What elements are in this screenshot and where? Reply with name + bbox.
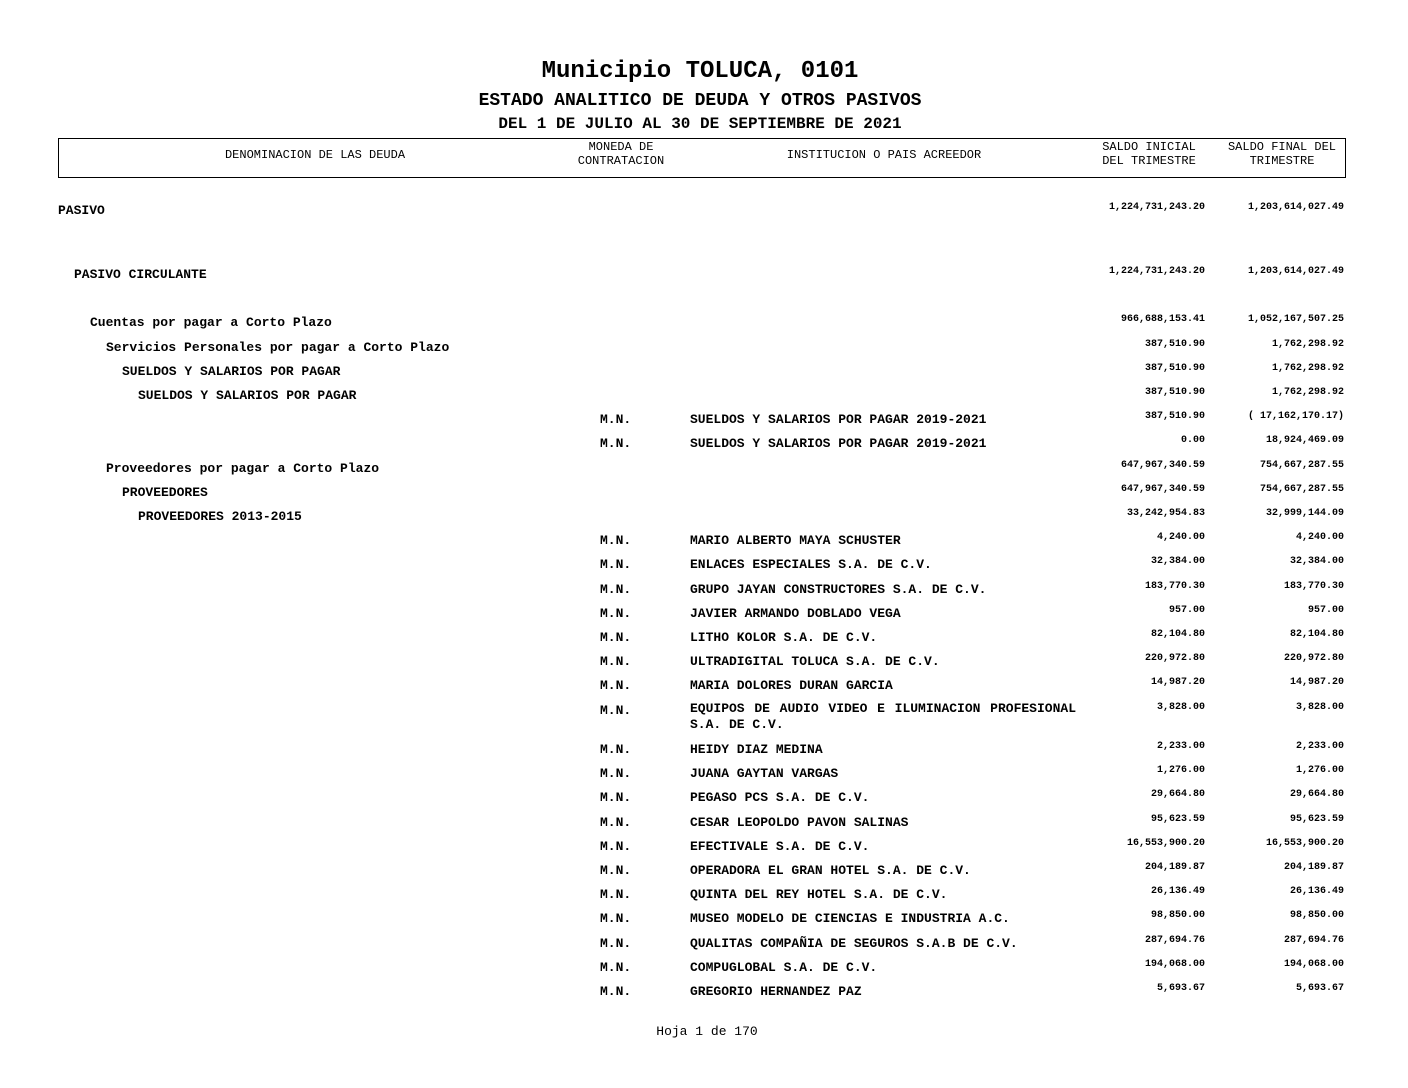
row-saldo-final: 204,189.87 [1283,862,1344,873]
table-row [0,582,1408,604]
row-saldo-inicial: 0.00 [1180,435,1205,446]
row-saldo-inicial: 220,972.80 [1144,653,1205,664]
row-moneda: M.N. [600,815,632,830]
table-row [0,960,1408,982]
row-institucion: GREGORIO HERNANDEZ PAZ [690,984,862,999]
row-institucion: CESAR LEOPOLDO PAVON SALINAS [690,815,909,830]
row-institucion: PEGASO PCS S.A. DE C.V. [690,790,870,805]
row-saldo-final: 220,972.80 [1283,653,1344,664]
table-row [0,887,1408,909]
row-institucion: COMPUGLOBAL S.A. DE C.V. [690,960,878,975]
row-saldo-final: 194,068.00 [1283,959,1344,970]
row-saldo-inicial: 33,242,954.83 [1126,508,1205,519]
row-moneda: M.N. [600,606,632,621]
table-row [0,388,1408,410]
row-saldo-inicial: 204,189.87 [1144,862,1205,873]
row-saldo-final: 14,987.20 [1289,677,1344,688]
row-moneda: M.N. [600,412,632,427]
table-row [0,412,1408,434]
row-denominacion: SUELDOS Y SALARIOS POR PAGAR [122,364,341,379]
table-row [0,790,1408,812]
row-saldo-inicial: 387,510.90 [1144,339,1205,350]
table-row [0,315,1408,337]
row-saldo-final: 5,693.67 [1295,983,1344,994]
table-row [0,461,1408,483]
table-row [0,485,1408,507]
table-row [0,203,1408,225]
row-saldo-final: 82,104.80 [1289,629,1344,640]
row-saldo-inicial: 966,688,153.41 [1120,314,1205,325]
row-saldo-final: 1,762,298.92 [1271,387,1344,398]
row-institucion: GRUPO JAYAN CONSTRUCTORES S.A. DE C.V. [690,582,987,597]
table-row [0,436,1408,458]
row-institucion: EFECTIVALE S.A. DE C.V. [690,839,870,854]
row-moneda: M.N. [600,960,632,975]
row-saldo-inicial: 26,136.49 [1150,886,1205,897]
row-saldo-inicial: 82,104.80 [1150,629,1205,640]
row-saldo-inicial: 16,553,900.20 [1126,838,1205,849]
table-row [0,364,1408,386]
row-moneda: M.N. [600,839,632,854]
col-moneda-line1: MONEDA DE [588,140,654,154]
row-denominacion: SUELDOS Y SALARIOS POR PAGAR [138,388,357,403]
row-moneda: M.N. [600,678,632,693]
row-saldo-final: 1,276.00 [1295,765,1344,776]
row-institucion: SUELDOS Y SALARIOS POR PAGAR 2019-2021 [690,436,987,451]
row-moneda: M.N. [600,533,632,548]
row-moneda: M.N. [600,790,632,805]
table-row [0,839,1408,861]
row-moneda: M.N. [600,630,632,645]
row-saldo-inicial: 4,240.00 [1156,532,1205,543]
row-moneda: M.N. [600,742,632,757]
row-saldo-final: 32,999,144.09 [1265,508,1344,519]
row-saldo-inicial: 3,828.00 [1156,702,1205,713]
row-saldo-inicial: 647,967,340.59 [1120,484,1205,495]
table-row [0,911,1408,933]
row-denominacion: Servicios Personales por pagar a Corto Plazo [106,340,450,355]
col-saldo-inicial-line1: SALDO INICIAL [1102,140,1196,154]
row-saldo-final: 1,203,614,027.49 [1247,202,1344,213]
page-number [0,1024,1408,1039]
table-row [0,557,1408,579]
row-saldo-inicial: 194,068.00 [1144,959,1205,970]
row-saldo-inicial: 95,623.59 [1150,814,1205,825]
table-row [0,654,1408,676]
row-moneda: M.N. [600,582,632,597]
row-saldo-inicial: 957.00 [1168,605,1205,616]
row-saldo-inicial: 387,510.90 [1144,411,1205,422]
row-moneda: M.N. [600,436,632,451]
row-institucion: JUANA GAYTAN VARGAS [690,766,839,781]
report-subtitle: ESTADO ANALITICO DE DEUDA Y OTROS PASIVOS [478,91,922,111]
row-saldo-final: 754,667,287.55 [1259,460,1344,471]
row-saldo-final: 98,850.00 [1289,910,1344,921]
table-row [0,509,1408,531]
col-moneda [561,140,681,168]
report-period: DEL 1 DE JULIO AL 30 DE SEPTIEMBRE DE 2021 [498,115,902,133]
table-row [0,863,1408,885]
page-number-text: Hoja 1 de 170 [656,1024,758,1039]
table-row [0,984,1408,1006]
row-saldo-final: 1,762,298.92 [1271,363,1344,374]
row-denominacion: PASIVO CIRCULANTE [74,267,207,282]
row-moneda: M.N. [600,936,632,951]
table-row [0,678,1408,700]
row-saldo-inicial: 183,770.30 [1144,581,1205,592]
row-institucion: MARIO ALBERTO MAYA SCHUSTER [690,533,901,548]
table-row [0,267,1408,289]
row-moneda: M.N. [600,703,632,718]
row-saldo-inicial: 98,850.00 [1150,910,1205,921]
row-saldo-inicial: 1,224,731,243.20 [1108,202,1205,213]
page-title: Municipio TOLUCA, 0101 [541,58,859,85]
table-row [0,533,1408,555]
row-saldo-inicial: 387,510.90 [1144,363,1205,374]
col-denominacion: DENOMINACION DE LAS DEUDA [224,148,406,162]
row-institucion: JAVIER ARMANDO DOBLADO VEGA [690,606,901,621]
row-institucion: MUSEO MODELO DE CIENCIAS E INDUSTRIA A.C. [690,911,1010,926]
col-moneda-line2: CONTRATACION [577,154,665,168]
row-denominacion: PROVEEDORES [122,485,208,500]
row-institucion: QUINTA DEL REY HOTEL S.A. DE C.V. [690,887,948,902]
row-saldo-final: 1,052,167,507.25 [1247,314,1344,325]
col-saldo-final [1217,140,1347,168]
row-denominacion: PROVEEDORES 2013-2015 [138,509,302,524]
table-row [0,742,1408,764]
row-institucion: OPERADORA EL GRAN HOTEL S.A. DE C.V. [690,863,971,878]
column-header-box [58,138,1346,178]
row-saldo-inicial: 5,693.67 [1156,983,1205,994]
row-saldo-final: 16,553,900.20 [1265,838,1344,849]
row-saldo-final: ( 17,162,170.17) [1247,411,1344,422]
row-saldo-inicial: 1,224,731,243.20 [1108,266,1205,277]
row-moneda: M.N. [600,766,632,781]
table-row [0,815,1408,837]
table-row [0,340,1408,362]
row-institucion: ULTRADIGITAL TOLUCA S.A. DE C.V. [690,654,940,669]
row-saldo-final: 183,770.30 [1283,581,1344,592]
row-saldo-final: 287,694.76 [1283,935,1344,946]
table-row [0,606,1408,628]
row-moneda: M.N. [600,863,632,878]
col-saldo-final-line1: SALDO FINAL DEL [1227,140,1337,154]
row-saldo-final: 4,240.00 [1295,532,1344,543]
row-saldo-final: 95,623.59 [1289,814,1344,825]
row-saldo-inicial: 29,664.80 [1150,789,1205,800]
table-row [0,766,1408,788]
row-saldo-inicial: 647,967,340.59 [1120,460,1205,471]
row-moneda: M.N. [600,911,632,926]
row-saldo-final: 1,762,298.92 [1271,339,1344,350]
row-denominacion: Proveedores por pagar a Corto Plazo [106,461,380,476]
row-institucion: LITHO KOLOR S.A. DE C.V. [690,630,878,645]
row-saldo-final: 18,924,469.09 [1265,435,1344,446]
row-saldo-inicial: 14,987.20 [1150,677,1205,688]
row-institucion: SUELDOS Y SALARIOS POR PAGAR 2019-2021 [690,412,987,427]
row-saldo-final: 2,233.00 [1295,741,1344,752]
row-moneda: M.N. [600,984,632,999]
row-institucion: ENLACES ESPECIALES S.A. DE C.V. [690,557,932,572]
table-row [0,703,1408,739]
row-saldo-final: 29,664.80 [1289,789,1344,800]
row-saldo-inicial: 287,694.76 [1144,935,1205,946]
table-row [0,630,1408,652]
row-institucion: MARIA DOLORES DURAN GARCIA [690,678,893,693]
row-saldo-inicial: 2,233.00 [1156,741,1205,752]
row-moneda: M.N. [600,887,632,902]
row-saldo-inicial: 387,510.90 [1144,387,1205,398]
row-saldo-final: 3,828.00 [1295,702,1344,713]
col-institucion: INSTITUCION O PAIS ACREEDOR [786,148,982,162]
row-denominacion: Cuentas por pagar a Corto Plazo [90,315,332,330]
col-saldo-inicial-line2: DEL TRIMESTRE [1102,154,1196,168]
row-moneda: M.N. [600,557,632,572]
row-moneda: M.N. [600,654,632,669]
row-saldo-final: 26,136.49 [1289,886,1344,897]
row-saldo-final: 754,667,287.55 [1259,484,1344,495]
row-institucion: HEIDY DIAZ MEDINA [690,742,823,757]
row-denominacion: PASIVO [58,203,105,218]
row-saldo-final: 957.00 [1307,605,1344,616]
row-institucion: EQUIPOS DE AUDIO VIDEO E ILUMINACION PROFESIONAL S.A. DE C.V. [690,701,1076,732]
row-saldo-final: 1,203,614,027.49 [1247,266,1344,277]
row-saldo-final: 32,384.00 [1289,556,1344,567]
row-saldo-inicial: 1,276.00 [1156,765,1205,776]
row-institucion: QUALITAS COMPAÑIA DE SEGUROS S.A.B DE C.V. [690,936,1018,951]
table-row [0,936,1408,958]
col-saldo-final-line2: TRIMESTRE [1249,154,1315,168]
row-saldo-inicial: 32,384.00 [1150,556,1205,567]
col-saldo-inicial [1089,140,1209,168]
